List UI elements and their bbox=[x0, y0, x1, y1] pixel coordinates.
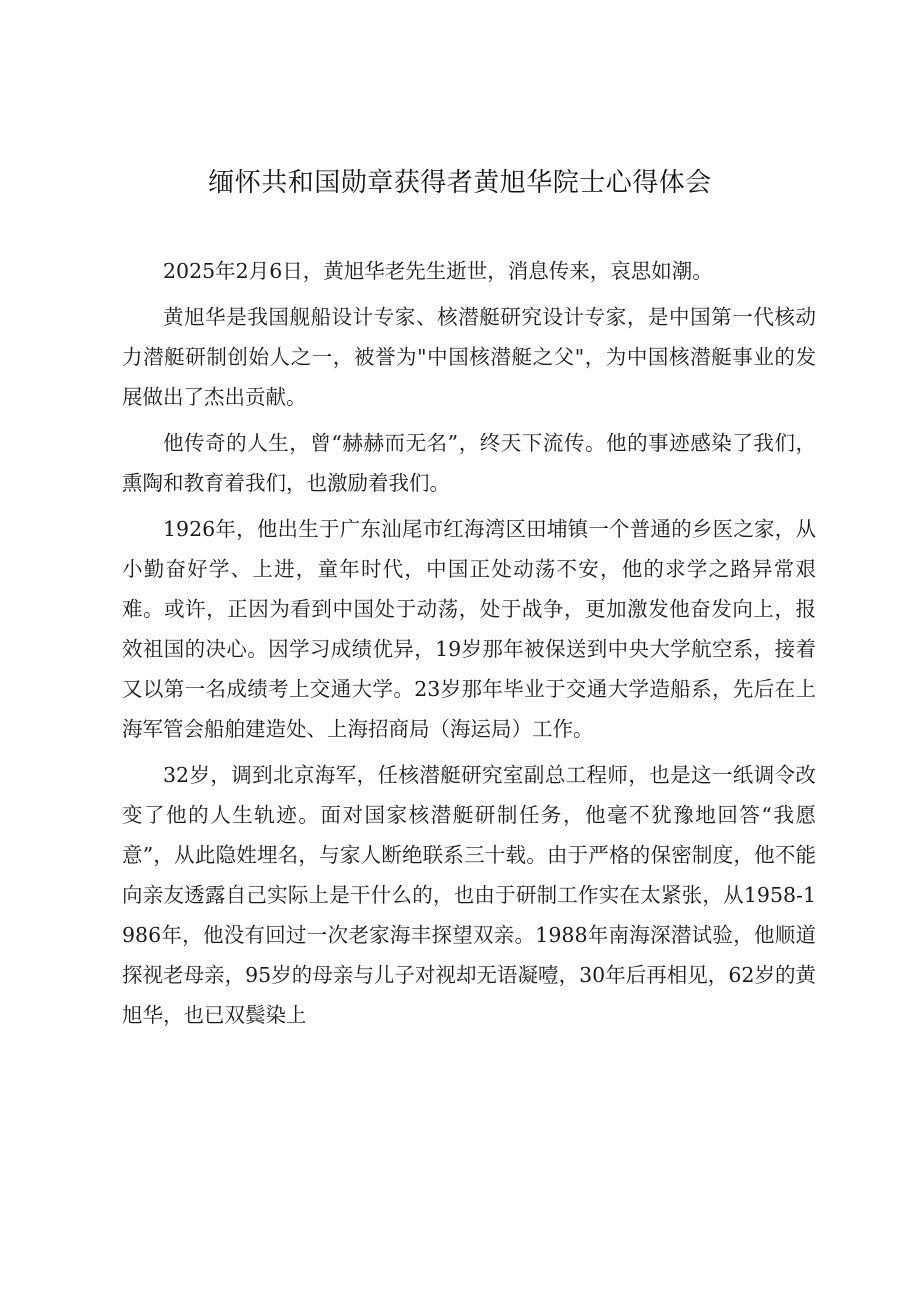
paragraph-2: 黄旭华是我国舰船设计专家、核潜艇研究设计专家，是中国第一代核动力潜艇研制创始人之一，被誉为"中国核潜艇之父"，为中国核潜艇事业的发展做出了杰出贡献。 bbox=[122, 305, 816, 409]
document-body bbox=[122, 251, 816, 1041]
paragraph-5: 32岁，调到北京海军，任核潜艇研究室副总工程师，也是这一纸调令改变了他的人生轨迹。面对国家核潜艇研制任务，他毫不犹豫地回答“我愿意”，从此隐姓埋名，与家人断绝联系三十载。由于严格的保密制度，他不能向亲友透露自己实际上是干什么的，也由于研制工作实在太紧张，从1958-1986年，他没有回过一次老家海丰探望双亲。1988年南海深潜试验，他顺道探视老母亲，95岁的母亲与儿子对视却无语凝噎，30年后再相见，62岁的黄旭华，也已双鬓染上 bbox=[122, 763, 816, 1027]
paragraph-4: 1926年，他出生于广东汕尾市红海湾区田埔镇一个普通的乡医之家，从小勤奋好学、上进，童年时代，中国正处动荡不安，他的求学之路异常艰难。或许，正因为看到中国处于动荡，处于战争，更加激发他奋发向上，报效祖国的决心。因学习成绩优异，19岁那年被保送到中央大学航空系，接着又以第一名成绩考上交通大学。23岁那年毕业于交通大学造船系，先后在上海军管会船舶建造处、上海招商局（海运局）工作。 bbox=[122, 517, 816, 741]
paragraph-3: 他传奇的人生，曾“赫赫而无名”，终天下流传。他的事迹感染了我们，熏陶和教育着我们，也激励着我们。 bbox=[122, 431, 816, 495]
document-title: 缅怀共和国勋章获得者黄旭华院士心得体会 bbox=[208, 168, 712, 198]
paragraph-1: 2025年2月6日，黄旭华老先生逝世，消息传来，哀思如潮。 bbox=[163, 259, 713, 283]
